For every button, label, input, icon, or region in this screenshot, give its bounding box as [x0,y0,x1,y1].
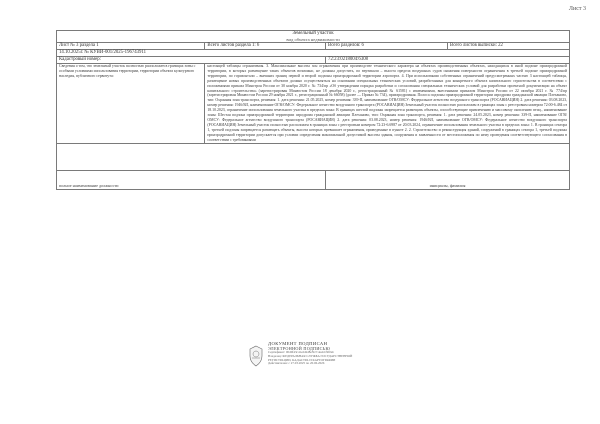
cadastral-number-label: Кадастровый номер: [57,57,326,64]
main-left-cell [57,64,205,144]
total-sections: Всего разделов: 6 [326,43,448,50]
stamp-line1: ДОКУМЕНТ ПОДПИСАН [268,341,328,346]
total-sheets: Всего листов выписки: 22 [448,43,570,50]
signature-position-cell [57,170,326,189]
coat-of-arms-icon [248,345,264,367]
object-title-cell [57,31,570,43]
total-sheets-section: Всего листов раздела 1: 6 [205,43,326,50]
stamp-line2: ЭЛЕКТРОННОЙ ПОДПИСЬЮ [268,346,331,351]
object-type-title: Земельный участок [292,31,334,36]
zone-info-label: Сведения о том, что земельный участок полностью расположен в границах зоны с особыми условиями использования территории, территории объекта культурного наследия, публичного сервитута: [59,64,196,78]
extract-table [56,30,570,190]
position-caption: полное наименование должности [59,183,119,189]
spacer-row [57,143,570,170]
sheet-of-section: Лист № 3 раздела 1 [57,43,205,50]
stamp-line3: Сертификат: 00d0f43c41e2a9d8e5b7c4a2e1f9f0ab [268,350,334,354]
initials-caption: инициалы, фамилия [429,183,466,189]
electronic-signature-stamp [248,341,368,401]
main-right-cell [205,64,570,144]
stamp-line4: Владелец: ФЕДЕРАЛЬНАЯ СЛУЖБА ГОСУДАРСТВЕННОЙ [268,353,353,358]
stamp-line6: Действителен: с 27.03.2025 по 20.06.2026 [268,361,325,366]
sheet-number: Лист 3 [568,6,586,12]
date-and-number: 14.10.2025г. № КУВИ-001/2025-196743911 [57,50,570,57]
stamp-line5: РЕГИСТРАЦИИ, КАДАСТРА И КАРТОГРАФИИ [268,357,336,362]
stamp-text [268,341,368,366]
object-type-caption: вид объекта недвижимости [286,37,340,42]
signature-name-cell [326,170,570,189]
zone-info-text: настоящей таблицы ограничения. 3. Максимальные высоты зон ограничения при производстве технического характера на объектах производственных объектах, находящихся в иной подзоне приаэродромной территории, в которых размещение таких объектов возможно, не должны допустить, по вертикали – высота предела воздушных судов снижения поверхности ограничения в третьей подзоне приаэродромной территории, по горизонтали – внешних границ первой и второй подзоны приаэродромной территории аэропорта. 4. При использовании собственных ограничений предусмотренных частью 3 настоящей таблицы, размещение новых производственных объектов должно осуществляться на основании специальных технических условий, разработанных для конкретного объекта капитального строительства в соответствии с положениями приказа Минстроя России от 30 ноября 2020 г. № 734/пр «Об утверждении порядка разработки и согласования специальных технических условий для разработки проектной документации на объект капитального строительства» (зарегистрирован Минюстом России 18 декабря 2020 г., регистрационный № 61581) с изменениями, внесенными приказом Минстроя России от 22 октября 2021 г. № 774/пр (зарегистрирован Минюстом России 29 ноября 2021 г., регистрационный № 66058) (далее — Приказ № 734), приаэродромная. Полоса подзоны приаэродромной территории аэродрома гражданской авиации Плеханово, тип: Охранная зона транспорта, решения: 1. дата решения: 21.05.2025, номер решения: 339-П, наименование ОГВ/ОМСУ: Федеральное агентство воздушного транспорта (РОСАВИАЦИЯ) 2. дата решения: 03.08.2023, номер решения: 1946/ВЛ, наименование ОГВ/ОМСУ: Федеральное агентство воздушного транспорта (РОСАВИАЦИЯ) Земельный участок полностью расположен в границах зоны с реестровым номером 72:00-6.484 от 18.10.2023, ограничение использования земельного участка в пределах зоны: В границах шестой подзоны запрещается размещать объекты, способствующие привлечению и массовому скоплению птиц., наименование зоны: Шестая подзона приаэродромной территории аэродрома гражданской авиации Плеханово, тип: Охранная зона транспорта, решения: 1. дата решения: 24.05.2023, номер решения: 339-П, наименование ОГВ/ОМСУ: Федеральное агентство воздушного транспорта (РОСАВИАЦИЯ) 2. дата решения: 03.08.2023, номер решения: 1946/ВЛ, наименование ОГВ/ОМСУ: Федеральное агентство воздушного транспорта (РОСАВИАЦИЯ) Земельный участок полностью расположен в границах зоны с реестровым номером 72:23-6.6987 от 20.03.2024, ограничение использования земельного участка в пределах зоны: 1. В границах сектора 1, третьей подзоны запрещается размещать объекты, высота которых превышает ограничения, приведенные в пункте 2. 2. Строительство и реконструкция зданий, сооружений в границах сектора 1, третьей подзоны приаэродромной территории допускается при условии определения максимальной допустимой высоты здания, сооружения и заявленности от местоположения по нему проведения соответствующего согласования в соответствии с требованиями [207,64,567,142]
cadastral-number-value: 72:23:0218004:6308 [326,57,570,64]
